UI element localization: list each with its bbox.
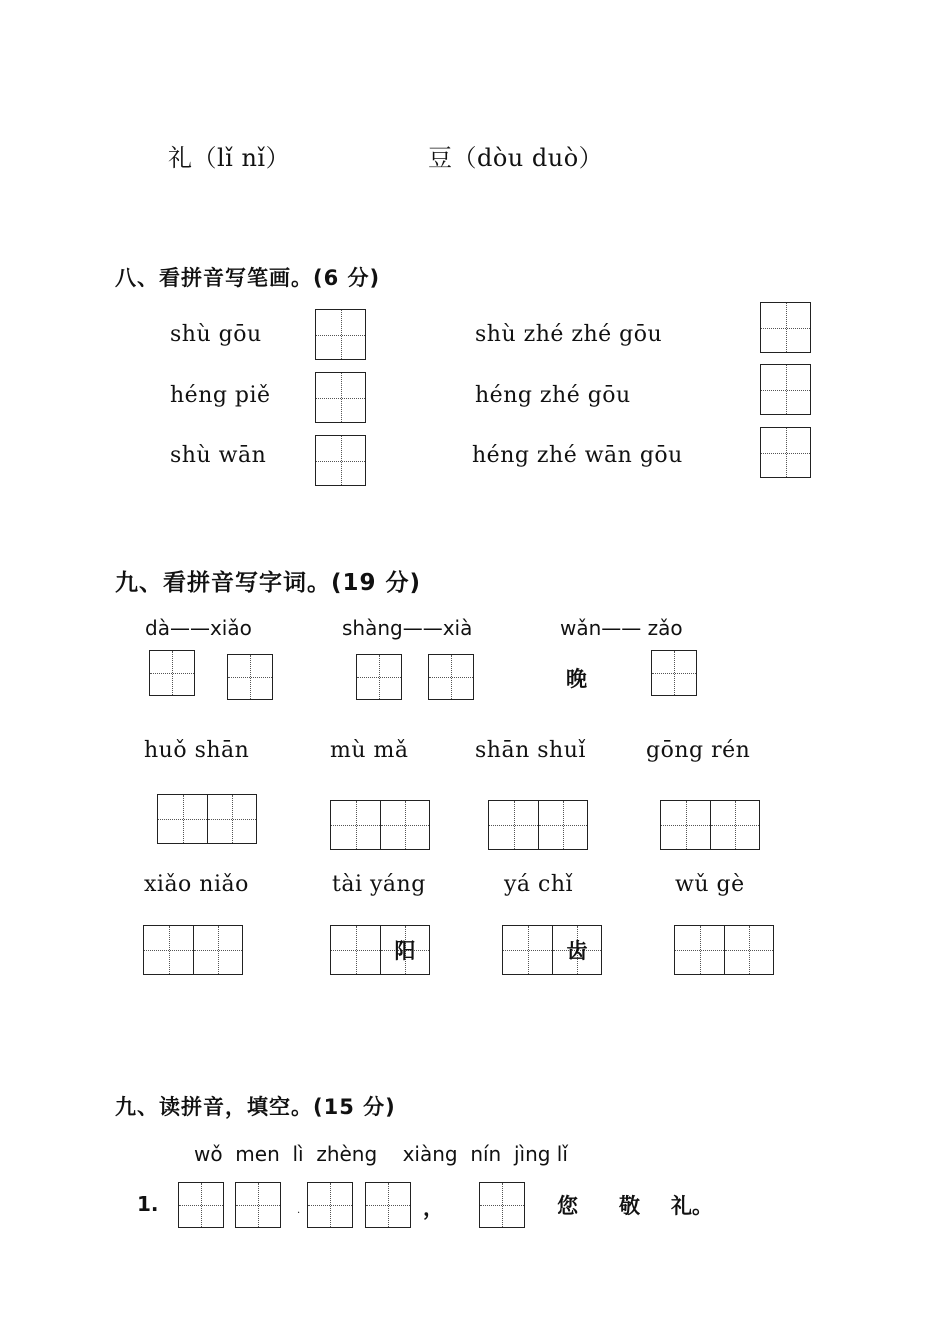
answer-box-double[interactable] xyxy=(143,925,243,975)
answer-box[interactable] xyxy=(178,1182,224,1228)
stroke-pinyin-4: shù zhé zhé gōu xyxy=(475,322,663,347)
word-pinyin-gongren: gōng rén xyxy=(646,738,751,763)
antonym-pair-3: wǎn—— zǎo xyxy=(560,616,683,640)
answer-box[interactable] xyxy=(315,435,366,486)
answer-box-double[interactable] xyxy=(660,800,760,850)
antonym-pair-1: dà——xiǎo xyxy=(145,616,252,640)
word-pinyin-xiaoniao: xiǎo niǎo xyxy=(144,872,249,897)
word-pinyin-shanshui: shān shuǐ xyxy=(475,738,586,763)
filled-char-yang: 阳 xyxy=(394,939,416,963)
word-pinyin-yachi: yá chǐ xyxy=(504,872,574,897)
answer-box-double[interactable] xyxy=(330,925,430,975)
char-jing: 敬 xyxy=(619,1194,640,1218)
word-pinyin-taiyang: tài yáng xyxy=(332,872,426,897)
answer-box-double[interactable] xyxy=(157,794,257,844)
stroke-pinyin-3: shù wān xyxy=(170,443,267,468)
answer-box-double[interactable] xyxy=(674,925,774,975)
section-9a-title: 九、看拼音写字词。(19 分) xyxy=(115,570,422,596)
stroke-pinyin-2: héng piě xyxy=(170,383,271,408)
section-9b-title: 九、读拼音，填空。(15 分) xyxy=(115,1095,396,1119)
top-item-dou: 豆（dòu duò） xyxy=(428,144,604,172)
answer-box[interactable] xyxy=(315,372,366,423)
sentence-pinyin: wǒ men lì zhèng xiàng nín jìng lǐ xyxy=(194,1142,568,1166)
antonym-pair-2: shàng——xià xyxy=(342,616,473,640)
answer-box[interactable] xyxy=(760,364,811,415)
answer-box[interactable] xyxy=(235,1182,281,1228)
answer-box-double[interactable] xyxy=(502,925,602,975)
answer-box[interactable] xyxy=(227,654,273,700)
given-char-wan: 晚 xyxy=(566,667,587,691)
char-nin: 您 xyxy=(557,1194,578,1218)
answer-box[interactable] xyxy=(428,654,474,700)
top-item-li: 礼（lǐ nǐ） xyxy=(168,144,291,172)
stray-dot: . xyxy=(297,1205,301,1216)
filled-char-chi: 齿 xyxy=(566,939,588,963)
answer-box[interactable] xyxy=(760,302,811,353)
section-8-title: 八、看拼音写笔画。(6 分) xyxy=(115,266,381,290)
answer-box[interactable] xyxy=(149,650,195,696)
answer-box[interactable] xyxy=(365,1182,411,1228)
word-pinyin-muma: mù mǎ xyxy=(330,738,409,763)
stroke-pinyin-1: shù gōu xyxy=(170,322,262,347)
stroke-pinyin-5: héng zhé gōu xyxy=(475,383,631,408)
answer-box-double[interactable] xyxy=(488,800,588,850)
answer-box[interactable] xyxy=(315,309,366,360)
question-number-1: 1. xyxy=(137,1192,159,1216)
word-pinyin-huoshan: huǒ shān xyxy=(144,738,250,763)
answer-box[interactable] xyxy=(651,650,697,696)
stroke-pinyin-6: héng zhé wān gōu xyxy=(472,443,683,468)
answer-box[interactable] xyxy=(356,654,402,700)
answer-box[interactable] xyxy=(479,1182,525,1228)
answer-box[interactable] xyxy=(307,1182,353,1228)
comma: ， xyxy=(423,1196,444,1220)
answer-box[interactable] xyxy=(760,427,811,478)
char-li: 礼。 xyxy=(671,1194,713,1218)
word-pinyin-wuge: wǔ gè xyxy=(675,872,745,897)
answer-box-double[interactable] xyxy=(330,800,430,850)
